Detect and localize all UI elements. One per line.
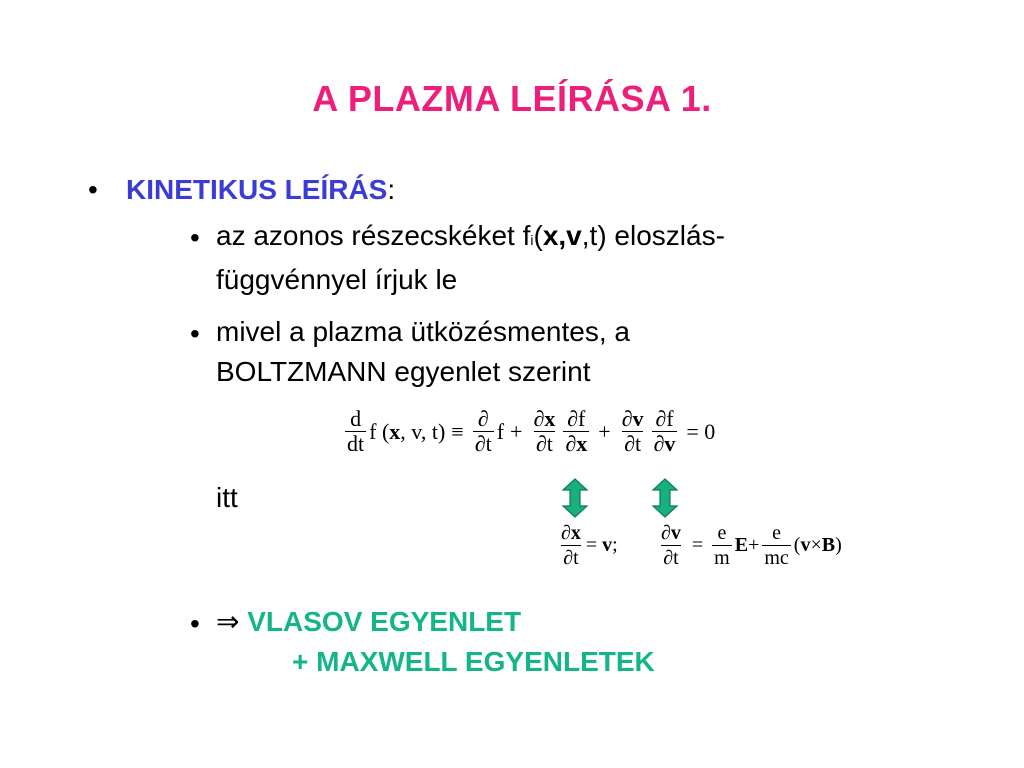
kinetic-heading	[126, 174, 395, 206]
vec-E: E	[734, 534, 749, 556]
frac-dx-dt: $\frac{\partial x}{\partial t}$	[533, 406, 556, 456]
bullet-sub1: •	[190, 222, 200, 253]
paren-open: (	[793, 534, 801, 556]
paren-close: )	[835, 534, 842, 556]
plus-3: +	[748, 534, 760, 556]
semicolon: ;	[612, 534, 618, 556]
sub1-text-a: az azonos részecskéket f	[216, 220, 531, 251]
double-arrow-icon-2	[651, 478, 679, 518]
frac-partial-t: $\frac{\partial}{\partial t}$	[474, 406, 492, 456]
vlasov-bullet	[216, 602, 655, 682]
bullet-sub2: •	[190, 318, 200, 349]
kinetic-colon: :	[387, 174, 396, 205]
plus-2: +	[598, 418, 611, 444]
sub-bullet-boltzmann	[216, 312, 630, 392]
equals-zero: = 0	[686, 418, 716, 444]
vec-v-2: v	[800, 534, 811, 556]
double-arrow-icon-1	[561, 478, 589, 518]
frac-d-dt: $\frac{d}{dt}$	[347, 406, 365, 456]
dxdt-equation	[556, 522, 618, 569]
bullet-sub3: •	[190, 608, 200, 639]
vec-v-1: v	[602, 534, 613, 556]
frac-df-dv: $\frac{\partial f}{\partial v}$	[653, 406, 676, 456]
bullet-level1: •	[88, 174, 98, 205]
frac-dv-dt: $\frac{\partial v}{\partial t}$	[621, 406, 644, 456]
sub-bullet-distribution	[216, 216, 725, 300]
kinetic-label: KINETIKUS LEÍRÁS	[126, 174, 388, 205]
sub1-line1	[216, 216, 725, 260]
boltzmann-equation	[342, 408, 721, 455]
f-term: f	[496, 418, 505, 444]
vlasov-line1	[216, 602, 655, 642]
f-args: , v, t)	[400, 418, 446, 444]
itt-label: itt	[216, 482, 238, 513]
frac-dx-dt-2: $\frac{\partial x}{\partial t}$	[561, 522, 581, 569]
sub2-line2: BOLTZMANN egyenlet szerint	[216, 356, 591, 387]
cross-sign: ×	[810, 534, 822, 556]
equals-sign-2: =	[691, 534, 704, 556]
frac-e-mc: $\frac{e}{mc}$	[764, 522, 789, 569]
f-open: f (	[369, 418, 390, 444]
maxwell-label: + MAXWELL EGYENLETEK	[292, 646, 655, 677]
vlasov-label: VLASOV EGYENLET	[247, 606, 522, 637]
frac-e-m: $\frac{e}{m}$	[714, 522, 730, 569]
frac-dv-dt-2: $\frac{\partial v}{\partial t}$	[661, 522, 681, 569]
plus-1: +	[510, 418, 523, 444]
sub1-text-c: ,t) eloszlás-	[581, 220, 725, 251]
sub1-text-b: (	[533, 220, 543, 251]
vec-B: B	[821, 534, 836, 556]
vlasov-line2	[216, 642, 655, 682]
implies-icon: ⇒	[216, 605, 240, 638]
dvdt-equation	[656, 522, 842, 569]
sub1-line2: függvénnyel írjuk le	[216, 264, 458, 295]
frac-df-dx: $\frac{\partial f}{\partial x}$	[565, 406, 588, 456]
equals-sign-1: =	[585, 534, 603, 556]
equiv-sign: ≡	[451, 418, 464, 444]
sub1-subscript: i	[530, 232, 534, 248]
sub1-bold-xv: x,v	[542, 220, 582, 251]
vec-x: x	[389, 418, 401, 444]
sub2-line1: mivel a plazma ütközésmentes, a	[216, 316, 630, 347]
slide-title: A PLAZMA LEÍRÁSA 1.	[312, 78, 712, 119]
